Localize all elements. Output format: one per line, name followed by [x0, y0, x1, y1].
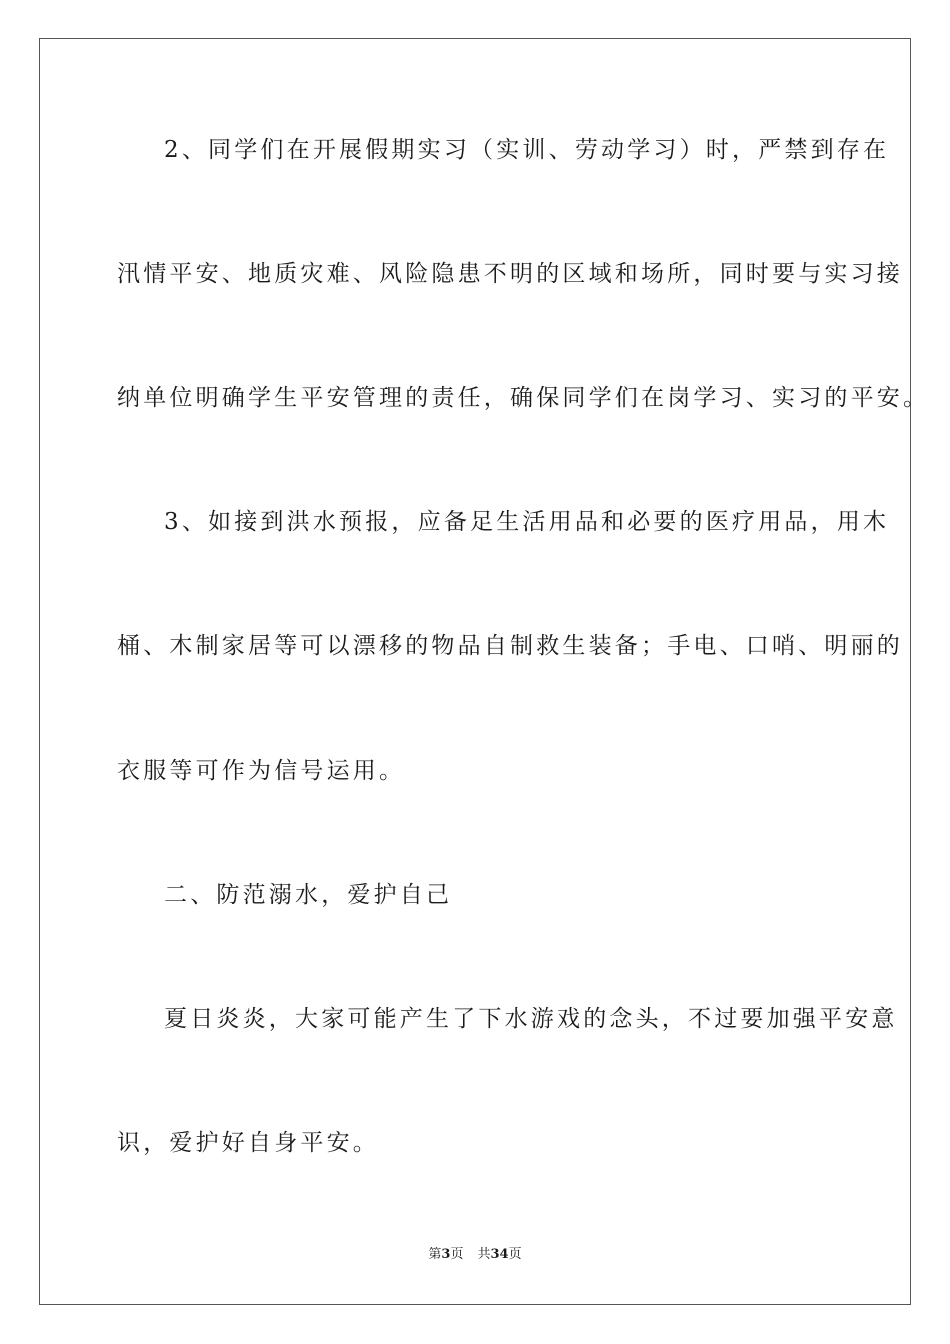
paragraph-line: 衣服等可作为信号运用。 — [117, 758, 406, 784]
section-heading: 二、防范溺水，爱护自己 — [164, 882, 453, 908]
paragraph-line: 桶、木制家居等可以漂移的物品自制救生装备；手电、口哨、明丽的 — [117, 633, 903, 659]
page-border — [39, 38, 911, 1305]
paragraph-line: 3、如接到洪水预报，应备足生活用品和必要的医疗用品，用木 — [164, 509, 890, 535]
footer-total-pages: 34 — [490, 1247, 509, 1262]
paragraph-line: 夏日炎炎，大家可能产生了下水游戏的念头，不过要加强平安意 — [164, 1006, 898, 1032]
footer-page-suffix: 页 — [450, 1247, 464, 1262]
paragraph-line: 识，爱护好自身平安。 — [117, 1130, 379, 1156]
paragraph-line: 2、同学们在开展假期实习（实训、劳动学习）时，严禁到存在 — [164, 137, 890, 163]
footer-total-prefix: 共 — [477, 1247, 491, 1262]
paragraph-line: 汛情平安、地质灾难、风险隐患不明的区域和场所，同时要与实习接 — [117, 261, 903, 287]
footer-page-prefix: 第 — [428, 1247, 442, 1262]
footer-total-suffix: 页 — [508, 1247, 522, 1262]
paragraph-line: 纳单位明确学生平安管理的责任，确保同学们在岗学习、实习的平安。 — [117, 385, 930, 411]
page-footer — [0, 1246, 950, 1264]
footer-page-number: 3 — [441, 1247, 451, 1262]
